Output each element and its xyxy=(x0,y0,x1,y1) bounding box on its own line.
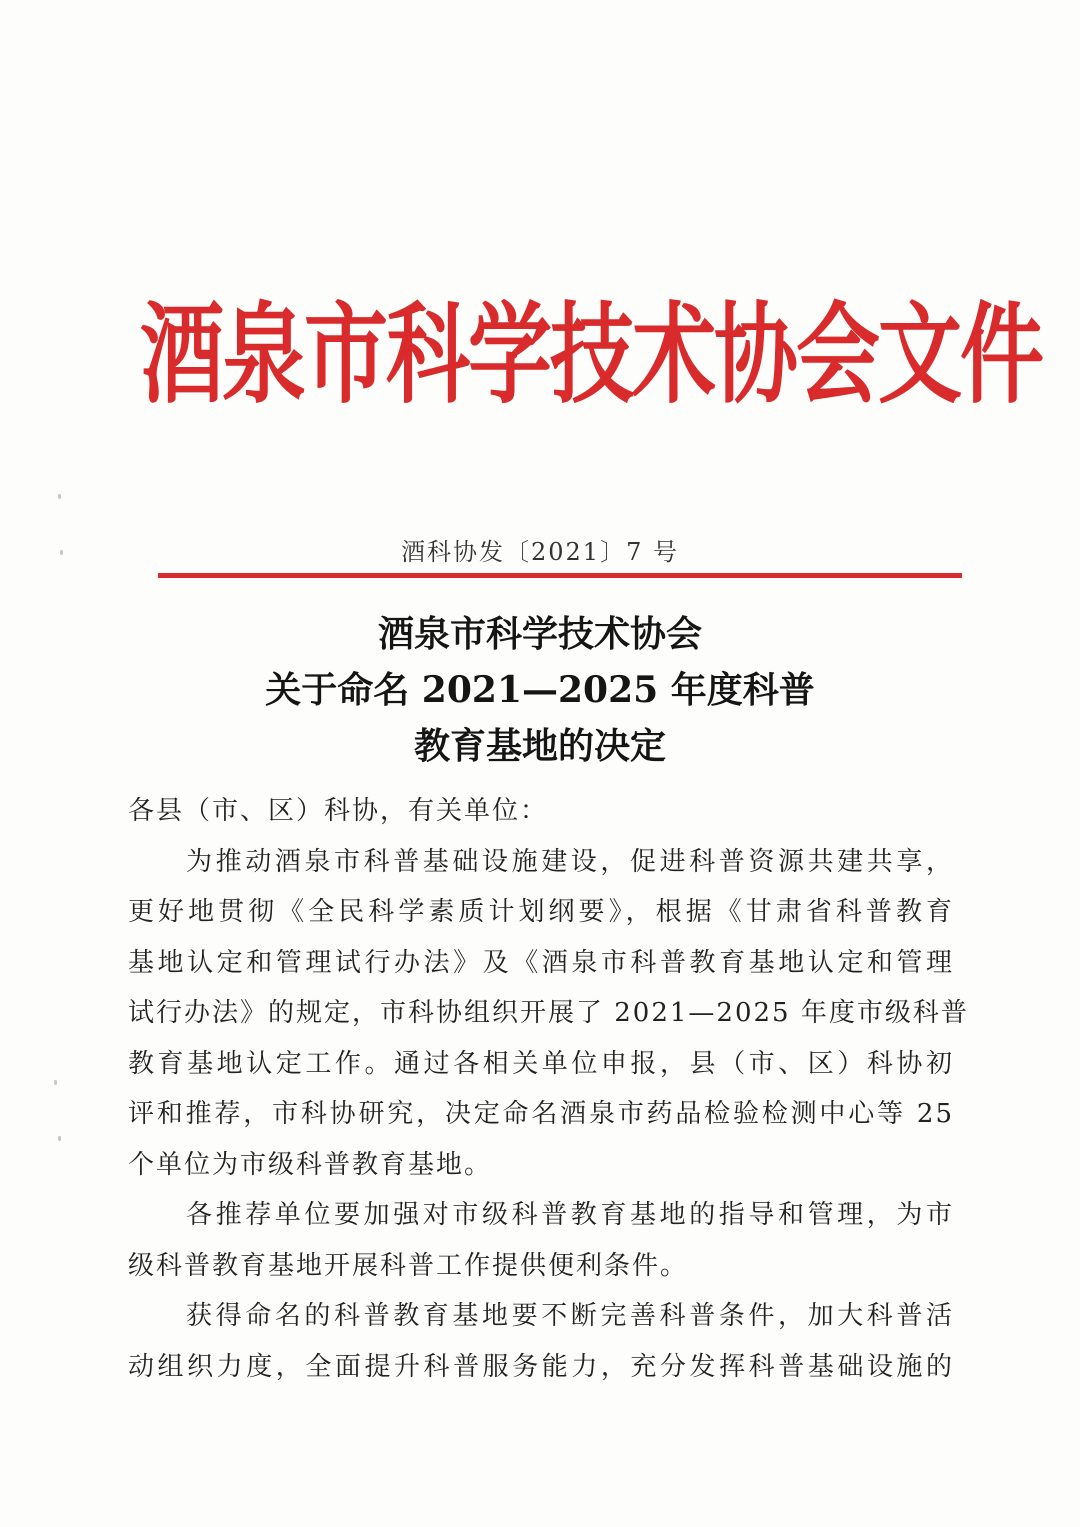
body-line: 级科普教育基地开展科普工作提供便利条件。 xyxy=(128,1250,689,1281)
red-separator-line xyxy=(158,573,962,578)
scan-speck xyxy=(58,1136,61,1141)
document-title-line: 酒泉市科学技术协会 xyxy=(377,613,702,655)
body-line: 动组织力度，全面提升科普服务能力，充分发挥科普基础设施的 xyxy=(128,1351,954,1382)
body-line: 试行办法》的规定，市科协组织开展了 2021—2025 年度市级科普 xyxy=(128,998,969,1028)
body-line: 各推荐单位要加强对市级科普教育基地的指导和管理，为市 xyxy=(186,1200,954,1230)
paragraph-2 xyxy=(128,1190,954,1291)
document-title xyxy=(0,606,1080,774)
scan-speck xyxy=(54,1080,57,1085)
paragraph-3 xyxy=(128,1291,954,1392)
document-body xyxy=(128,786,969,1392)
salutation xyxy=(128,786,954,837)
document-title-line: 教育基地的决定 xyxy=(413,725,666,767)
body-line: 教育基地认定工作。通过各相关单位申报，县（市、区）科协初 xyxy=(128,1048,954,1079)
body-line: 更好地贯彻《全民科学素质计划纲要》，根据《甘肃省科普教育 xyxy=(128,897,954,927)
body-line: 为推动酒泉市科普基础设施建设，促进科普资源共建共享， xyxy=(186,846,954,877)
body-line: 基地认定和管理试行办法》及《酒泉市科普教育基地认定和管理 xyxy=(128,947,954,978)
body-line: 获得命名的科普教育基地要不断完善科普条件，加大科普活 xyxy=(186,1301,954,1331)
body-line: 各县（市、区）科协，有关单位： xyxy=(128,796,549,826)
red-header-org-title: 酒泉市科学技术协会文件 xyxy=(140,289,1043,419)
document-title-line: 关于命名 2021—2025 年度科普 xyxy=(265,669,815,711)
paragraph-1 xyxy=(128,837,969,1191)
body-line: 个单位为市级科普教育基地。 xyxy=(128,1149,493,1180)
body-line: 评和推荐，市科协研究，决定命名酒泉市药品检验检测中心等 25 xyxy=(128,1099,954,1129)
scan-speck xyxy=(58,494,61,499)
document-number: 酒科协发〔2021〕7 号 xyxy=(401,538,679,566)
